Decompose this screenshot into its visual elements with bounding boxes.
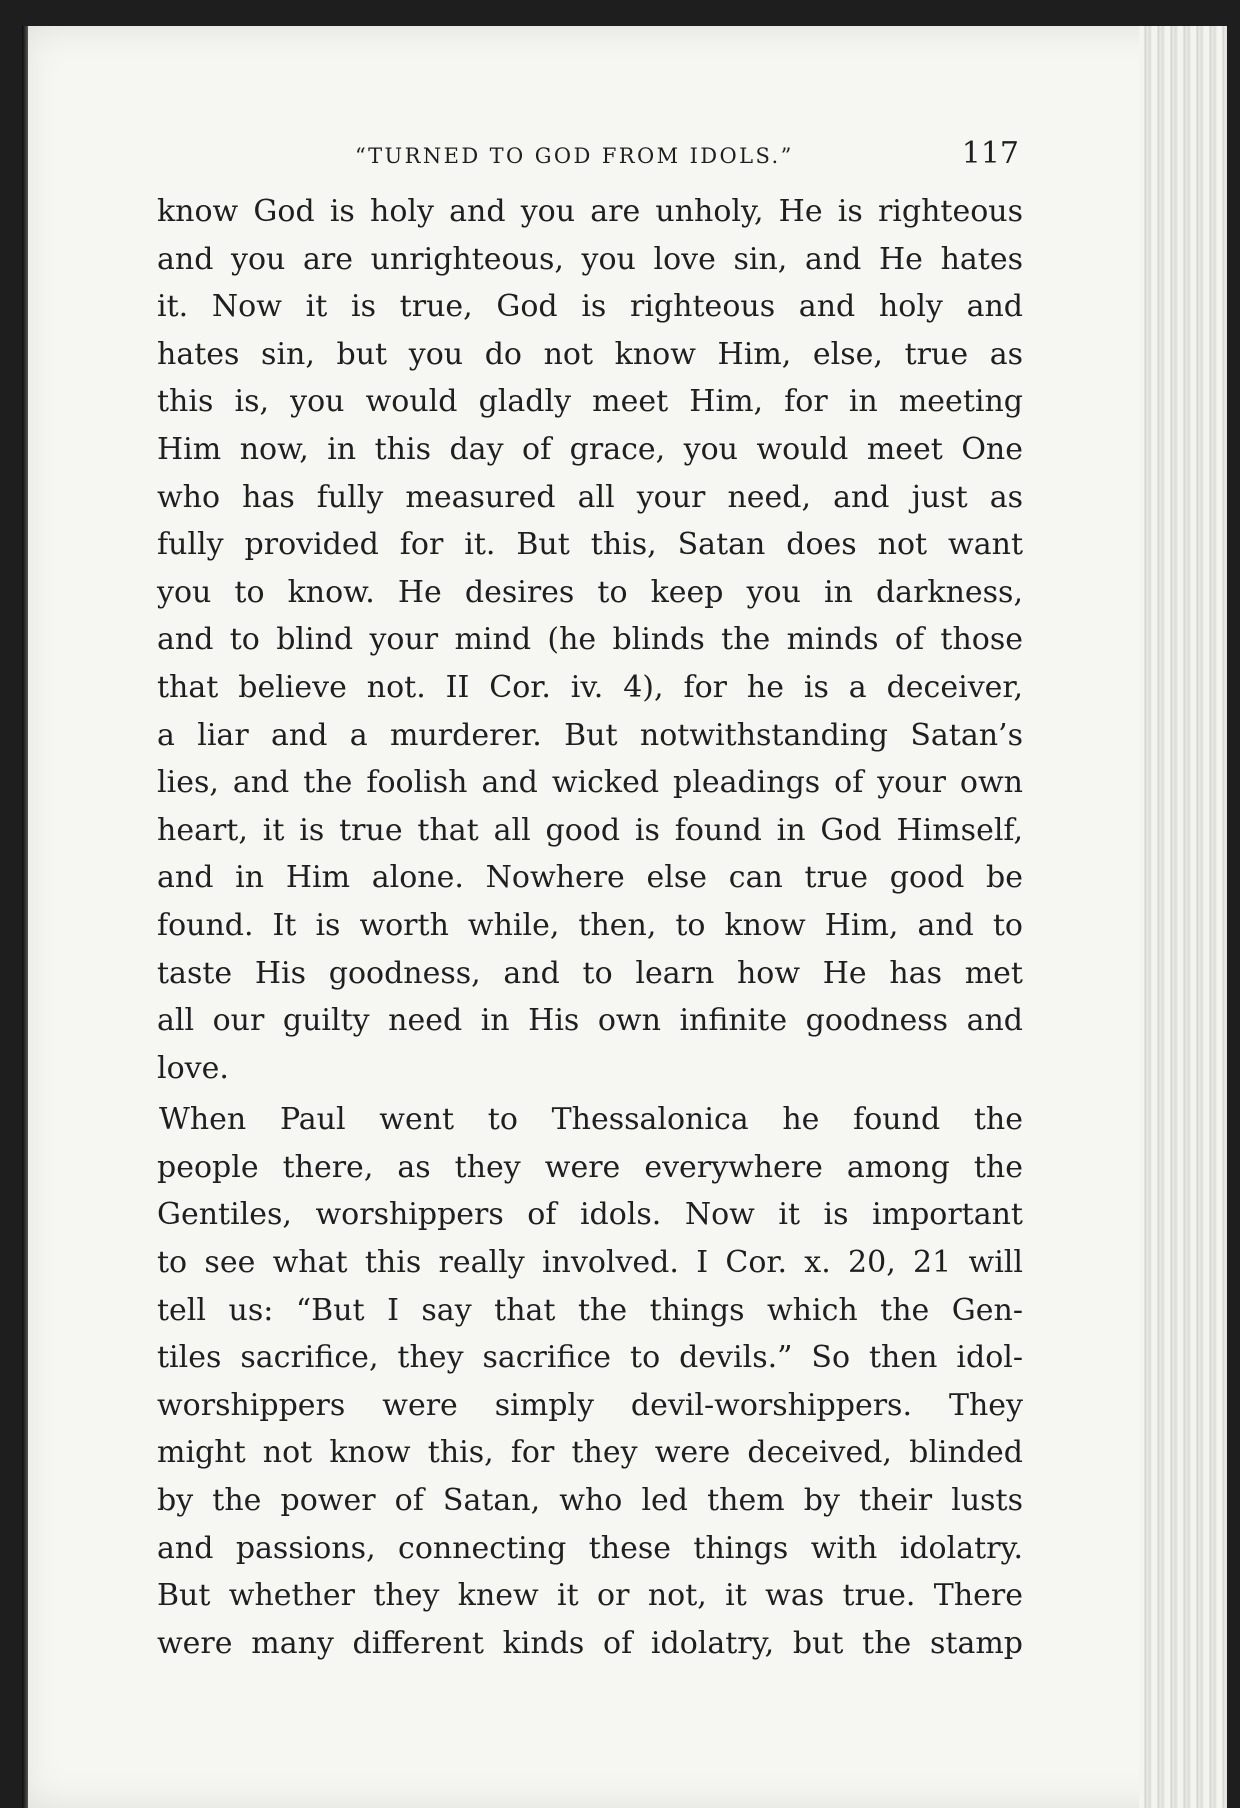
text-line: were many different kinds of idolatry, but the stamp: [157, 1625, 1023, 1661]
text-line: Him now, in this day of grace, you would meet One: [157, 431, 1023, 467]
book-spine-shadow: [22, 26, 28, 1808]
text-line: people there, as they were everywhere among the: [157, 1149, 1023, 1185]
text-line: and you are unrighteous, you love sin, and He hates: [157, 241, 1023, 277]
text-line: love.: [157, 1050, 229, 1086]
paragraph: [157, 1096, 1023, 1667]
text-line: you to know. He desires to keep you in darkness,: [157, 574, 1023, 610]
text-line: might not know this, for they were deceived, blinded: [157, 1435, 1023, 1471]
text-line: hates sin, but you do not know Him, else, true as: [157, 336, 1023, 372]
text-line: it. Now it is true, God is righteous and holy and: [157, 289, 1023, 325]
text-line: When Paul went to Thessalonica he found the: [159, 1102, 1023, 1138]
text-line: worshippers were simply devil-worshippers. They: [157, 1387, 1023, 1423]
text-line: But whether they knew it or not, it was true. There: [157, 1578, 1023, 1614]
text-line: who has fully measured all your need, and just as: [157, 479, 1023, 515]
text-line: to see what this really involved. I Cor. x. 20, 21 will: [157, 1245, 1023, 1281]
text-line: tell us: “But I say that the things which the Gen-: [157, 1292, 1023, 1328]
text-line: heart, it is true that all good is found in God Himself,: [157, 812, 1023, 848]
text-line: by the power of Satan, who led them by their lusts: [157, 1483, 1023, 1519]
running-head-title: “TURNED TO GOD FROM IDOLS.”: [354, 144, 794, 168]
text-line: taste His goodness, and to learn how He has met: [157, 955, 1023, 991]
running-head: [157, 136, 1023, 180]
text-line: and in Him alone. Nowhere else can true good be: [157, 860, 1023, 896]
page-sheet: [22, 26, 1227, 1808]
text-line: and to blind your mind (he blinds the minds of those: [157, 622, 1023, 658]
text-line: that believe not. II Cor. iv. 4), for he is a deceiver,: [157, 669, 1023, 705]
text-line: all our guilty need in His own infinite goodness and: [157, 1003, 1023, 1039]
text-line: lies, and the foolish and wicked pleadings of your own: [157, 765, 1023, 801]
text-line: and passions, connecting these things with idolatry.: [157, 1530, 1023, 1566]
text-line: a liar and a murderer. But notwithstanding Satan’s: [157, 717, 1023, 753]
text-block: [157, 136, 1023, 1667]
paragraph: [157, 188, 1023, 1092]
text-line: fully provided for it. But this, Satan does not want: [157, 527, 1023, 563]
text-line: found. It is worth while, then, to know Him, and to: [157, 907, 1023, 943]
text-line: this is, you would gladly meet Him, for in meeting: [157, 384, 1023, 420]
page-number: 117: [961, 136, 1019, 171]
page-edges: [1139, 26, 1227, 1808]
text-line: tiles sacrifice, they sacrifice to devils.” So then idol-: [157, 1340, 1023, 1376]
text-line: Gentiles, worshippers of idols. Now it is important: [157, 1197, 1023, 1233]
text-line: know God is holy and you are unholy, He is righteous: [157, 194, 1023, 229]
